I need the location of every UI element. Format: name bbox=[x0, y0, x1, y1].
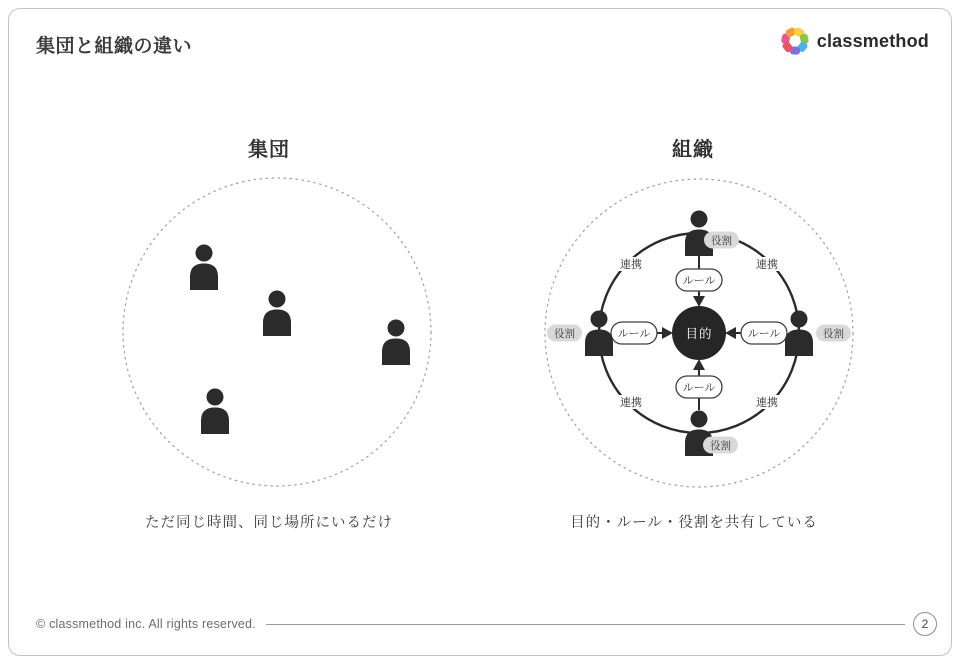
organization-diagram-title: 組織 bbox=[672, 139, 714, 161]
footer-divider-line bbox=[266, 624, 905, 625]
rule-label: ルール bbox=[747, 328, 781, 340]
organization-caption: 目的・ルール・役割を共有している bbox=[570, 515, 818, 531]
copyright-text: © classmethod inc. All rights reserved. bbox=[36, 617, 256, 631]
cooperation-label: 連携 bbox=[756, 397, 778, 409]
rule-label: ルール bbox=[682, 275, 716, 287]
group-diagram-title: 集団 bbox=[248, 139, 290, 161]
person-icon bbox=[382, 320, 410, 366]
role-label: 役割 bbox=[823, 328, 844, 340]
classmethod-flower-icon bbox=[779, 25, 811, 57]
group-diagram bbox=[91, 156, 463, 504]
cooperation-label: 連携 bbox=[620, 259, 642, 271]
group-caption: ただ同じ時間、同じ場所にいるだけ bbox=[145, 515, 393, 531]
rule-label: ルール bbox=[682, 382, 716, 394]
classmethod-logo-text: classmethod bbox=[816, 30, 929, 51]
person-icon bbox=[201, 389, 229, 435]
classmethod-logo bbox=[779, 25, 929, 57]
slide bbox=[8, 8, 952, 656]
page-number-badge: 2 bbox=[913, 612, 937, 636]
person-icon bbox=[785, 311, 813, 357]
page-title: 集団と組織の違い bbox=[36, 36, 193, 57]
role-label: 役割 bbox=[554, 328, 575, 340]
footer bbox=[36, 611, 937, 637]
person-icon bbox=[585, 311, 613, 357]
person-icon bbox=[190, 245, 218, 291]
role-label: 役割 bbox=[710, 440, 731, 452]
goal-label: 目的 bbox=[685, 327, 713, 341]
cooperation-label: 連携 bbox=[620, 397, 642, 409]
person-icon bbox=[263, 291, 291, 337]
organization-diagram bbox=[529, 160, 869, 500]
role-label: 役割 bbox=[711, 235, 732, 247]
cooperation-label: 連携 bbox=[756, 259, 778, 271]
rule-label: ルール bbox=[617, 328, 651, 340]
